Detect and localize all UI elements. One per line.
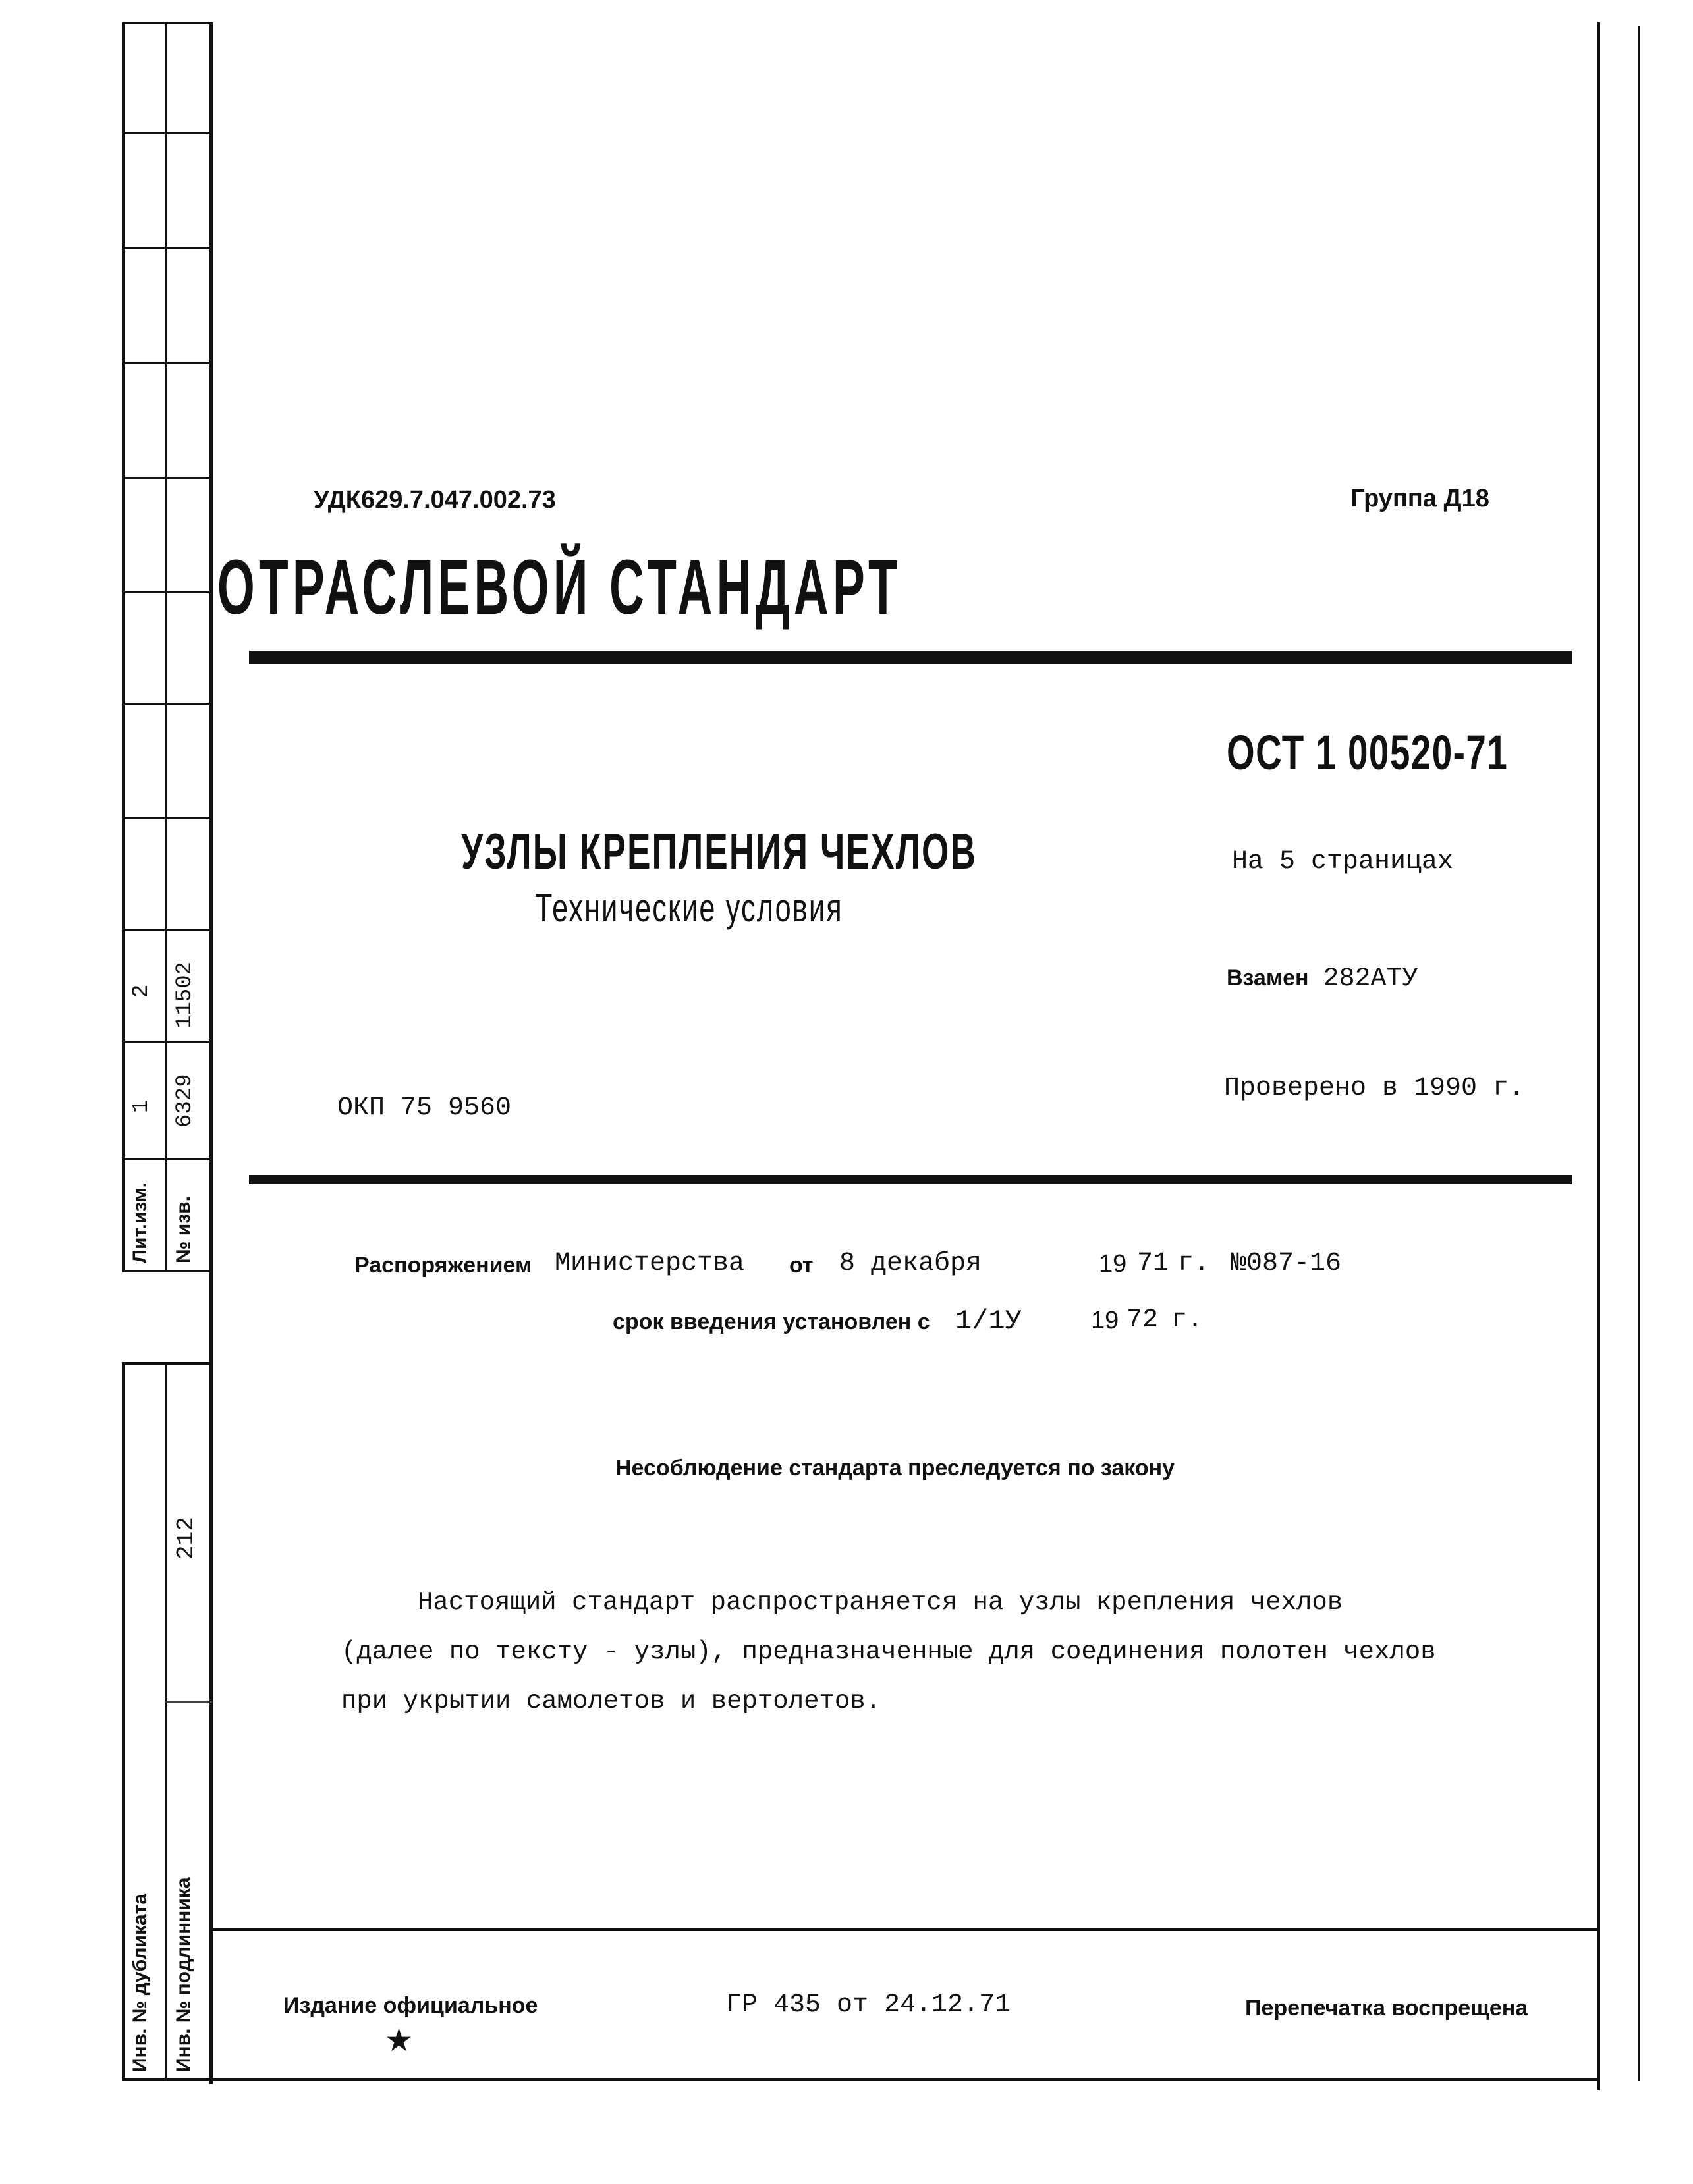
left-frame-line bbox=[209, 22, 213, 2084]
right-edge-line bbox=[1638, 26, 1640, 2081]
intro-year-prefix: 19 bbox=[1091, 1307, 1119, 1334]
order-year: 71 bbox=[1137, 1249, 1169, 1278]
reprint-prohibited: Перепечатка воспрещена bbox=[1245, 1996, 1528, 2021]
order-date: 8 декабря bbox=[839, 1249, 982, 1278]
order-number: №087-16 bbox=[1231, 1249, 1342, 1278]
notice-number-1: 6329 bbox=[173, 1074, 198, 1128]
order-from: от bbox=[789, 1253, 814, 1278]
group-code: Группа Д18 bbox=[1350, 485, 1489, 512]
order-issuer: Министерства bbox=[555, 1249, 745, 1278]
lit-change-1: 1 bbox=[129, 1099, 154, 1113]
udc-code: УДК629.7.047.002.73 bbox=[314, 486, 556, 514]
replaces-label: Взамен bbox=[1227, 966, 1309, 991]
page-title: ОТРАСЛЕВОЙ СТАНДАРТ bbox=[217, 544, 902, 631]
notice-number-2: 11502 bbox=[173, 961, 198, 1029]
body-line-2: (далее по тексту - узлы), предназначенные для соединения полотен чехлов bbox=[341, 1637, 1436, 1666]
body-line-1: Настоящий стандарт распространяется на узлы крепления чехлов bbox=[418, 1588, 1343, 1617]
star-icon: ★ bbox=[385, 2022, 414, 2059]
replaces bbox=[1227, 964, 1418, 994]
introduction-line bbox=[613, 1305, 1271, 1345]
legal-notice: Несоблюдение стандарта преследуется по закону bbox=[615, 1456, 1175, 1481]
original-inventory-label: Инв. № подлинника bbox=[173, 1877, 194, 2072]
replaces-value: 282АТУ bbox=[1323, 964, 1418, 994]
registration-number: ГР 435 от 24.12.71 bbox=[726, 1990, 1011, 2020]
order-year-prefix: 19 bbox=[1099, 1250, 1127, 1278]
order-line bbox=[354, 1249, 1408, 1288]
okp-code: ОКП 75 9560 bbox=[337, 1093, 512, 1123]
original-inventory-number: 212 bbox=[173, 1517, 200, 1560]
order-label: Распоряжением bbox=[354, 1253, 532, 1278]
notice-number-label: № изв. bbox=[173, 1196, 194, 1263]
checked-note: Проверено в 1990 г. bbox=[1224, 1074, 1525, 1103]
page-count: На 5 страницах bbox=[1232, 847, 1454, 877]
subject-title: УЗЛЫ КРЕПЛЕНИЯ ЧЕХЛОВ bbox=[461, 824, 978, 880]
intro-year: 72 bbox=[1126, 1305, 1159, 1335]
subject-subtitle: Технические условия bbox=[535, 886, 843, 930]
duplicate-inventory-label: Инв. № дубликата bbox=[129, 1893, 151, 2072]
lit-change-label: Лит.изм. bbox=[129, 1182, 151, 1263]
designation-rule bbox=[249, 1175, 1572, 1184]
intro-year-suffix: г. bbox=[1171, 1305, 1204, 1335]
body-paragraph bbox=[341, 1578, 1436, 1726]
footer-separator-line bbox=[212, 1928, 1598, 1931]
bottom-frame-line bbox=[122, 2078, 1600, 2081]
lit-change-2: 2 bbox=[129, 984, 154, 998]
official-edition: Издание официальное bbox=[283, 1993, 538, 2018]
intro-label: срок введения установлен с bbox=[613, 1309, 930, 1334]
right-frame-line bbox=[1597, 22, 1600, 2090]
standard-code: ОСТ 1 00520-71 bbox=[1227, 725, 1509, 780]
order-year-suffix: г. bbox=[1178, 1249, 1210, 1278]
intro-date: 1/1У bbox=[955, 1305, 1022, 1337]
body-line-3: при укрытии самолетов и вертолетов. bbox=[341, 1687, 881, 1716]
title-thick-rule bbox=[249, 651, 1572, 664]
